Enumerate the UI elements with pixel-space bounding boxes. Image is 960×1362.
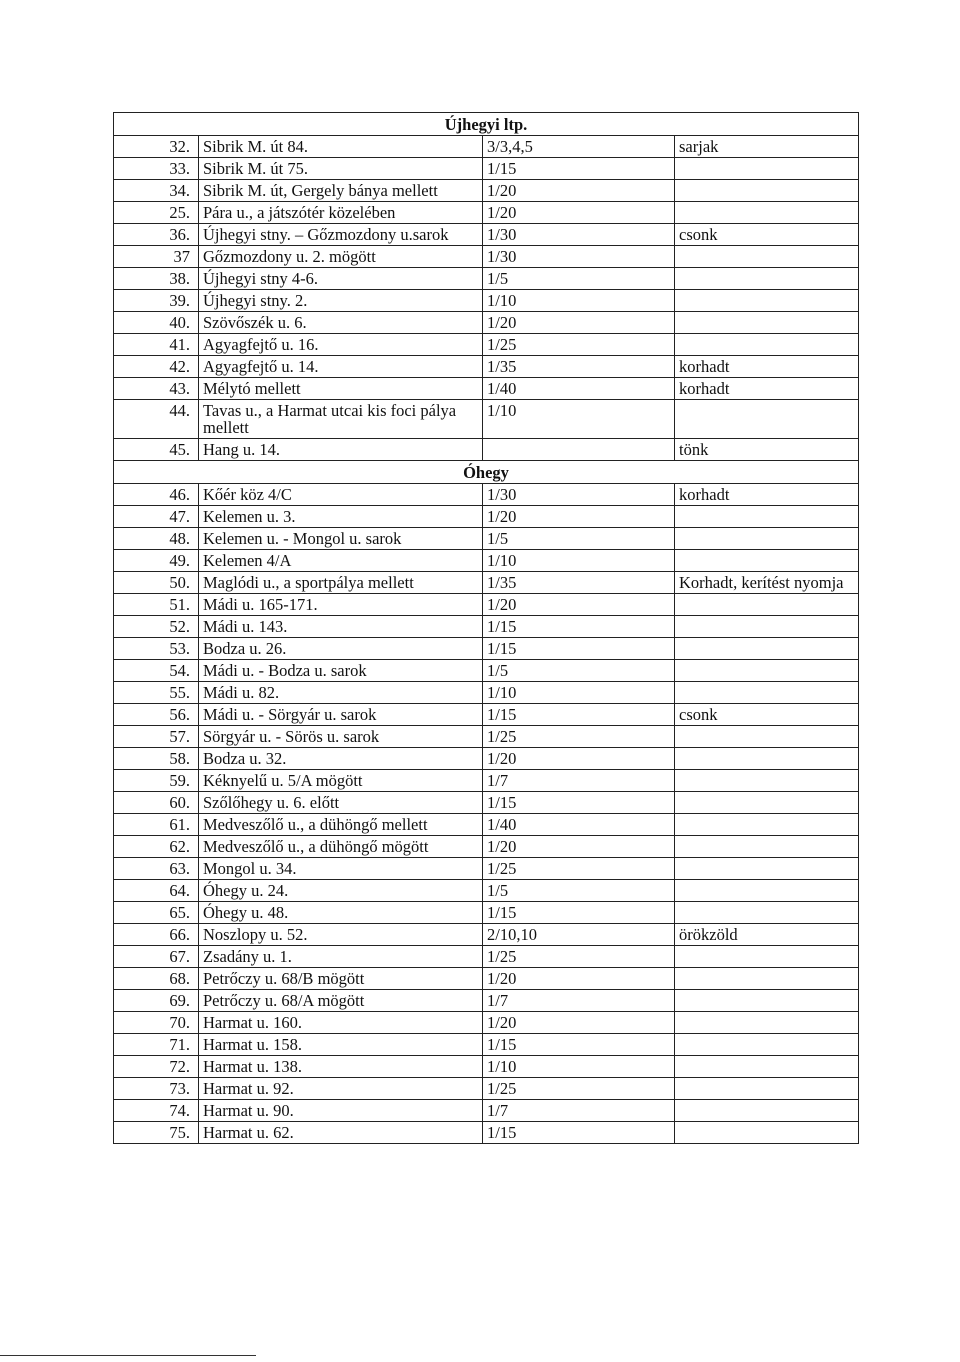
section-title: Óhegy	[114, 461, 859, 484]
quantity-cell: 1/30	[483, 246, 675, 268]
scan-edge-line	[0, 1355, 256, 1356]
table-row	[114, 136, 859, 158]
row-number-cell: 72.	[114, 1056, 199, 1078]
quantity-cell: 1/25	[483, 858, 675, 880]
location-cell: Harmat u. 160.	[199, 1012, 483, 1034]
location-cell: Kőér köz 4/C	[199, 484, 483, 506]
table-row	[114, 550, 859, 572]
note-cell	[675, 1078, 859, 1100]
quantity-cell: 1/7	[483, 990, 675, 1012]
row-number-cell: 55.	[114, 682, 199, 704]
note-cell	[675, 1100, 859, 1122]
location-cell: Újhegyi stny 4-6.	[199, 268, 483, 290]
location-cell: Agyagfejtő u. 16.	[199, 334, 483, 356]
note-cell	[675, 506, 859, 528]
location-cell: Hang u. 14.	[199, 439, 483, 461]
table-row	[114, 334, 859, 356]
table-row	[114, 506, 859, 528]
location-cell: Harmat u. 138.	[199, 1056, 483, 1078]
table-row	[114, 968, 859, 990]
note-cell	[675, 682, 859, 704]
location-cell: Sörgyár u. - Sörös u. sarok	[199, 726, 483, 748]
note-cell	[675, 638, 859, 660]
row-number-cell: 53.	[114, 638, 199, 660]
note-cell	[675, 528, 859, 550]
row-number-cell: 39.	[114, 290, 199, 312]
quantity-cell	[483, 439, 675, 461]
table-row	[114, 1100, 859, 1122]
note-cell	[675, 902, 859, 924]
location-cell: Medveszőlő u., a dühöngő mögött	[199, 836, 483, 858]
note-cell	[675, 990, 859, 1012]
note-cell	[675, 792, 859, 814]
row-number-cell: 52.	[114, 616, 199, 638]
note-cell: korhadt	[675, 378, 859, 400]
section-header-row	[114, 461, 859, 484]
location-cell: Újhegyi stny. 2.	[199, 290, 483, 312]
quantity-cell: 1/10	[483, 550, 675, 572]
document-table-container	[113, 112, 858, 1144]
row-number-cell: 49.	[114, 550, 199, 572]
quantity-cell: 1/20	[483, 594, 675, 616]
section-header-row	[114, 113, 859, 136]
table-row	[114, 748, 859, 770]
location-cell: Petrőczy u. 68/A mögött	[199, 990, 483, 1012]
row-number-cell: 60.	[114, 792, 199, 814]
row-number-cell: 64.	[114, 880, 199, 902]
note-cell	[675, 748, 859, 770]
row-number-cell: 59.	[114, 770, 199, 792]
quantity-cell: 1/40	[483, 378, 675, 400]
location-cell: Sibrik M. út, Gergely bánya mellett	[199, 180, 483, 202]
row-number-cell: 45.	[114, 439, 199, 461]
location-cell: Pára u., a játszótér közelében	[199, 202, 483, 224]
table-row	[114, 202, 859, 224]
table-row	[114, 792, 859, 814]
note-cell: csonk	[675, 224, 859, 246]
location-cell: Bodza u. 32.	[199, 748, 483, 770]
row-number-cell: 54.	[114, 660, 199, 682]
row-number-cell: 62.	[114, 836, 199, 858]
note-cell	[675, 616, 859, 638]
note-cell	[675, 968, 859, 990]
row-number-cell: 42.	[114, 356, 199, 378]
quantity-cell: 1/15	[483, 1122, 675, 1144]
location-cell: Mongol u. 34.	[199, 858, 483, 880]
location-cell: Sibrik M. út 84.	[199, 136, 483, 158]
location-cell: Gőzmozdony u. 2. mögött	[199, 246, 483, 268]
location-cell: Maglódi u., a sportpálya mellett	[199, 572, 483, 594]
row-number-cell: 46.	[114, 484, 199, 506]
row-number-cell: 48.	[114, 528, 199, 550]
table-row	[114, 528, 859, 550]
table-row	[114, 224, 859, 246]
table-row	[114, 704, 859, 726]
location-cell: Mádi u. - Sörgyár u. sarok	[199, 704, 483, 726]
location-cell: Harmat u. 62.	[199, 1122, 483, 1144]
quantity-cell: 1/35	[483, 572, 675, 594]
table-row	[114, 1056, 859, 1078]
note-cell: örökzöld	[675, 924, 859, 946]
quantity-cell: 1/15	[483, 638, 675, 660]
location-cell: Harmat u. 92.	[199, 1078, 483, 1100]
row-number-cell: 33.	[114, 158, 199, 180]
note-cell	[675, 246, 859, 268]
quantity-cell: 1/15	[483, 616, 675, 638]
note-cell	[675, 1056, 859, 1078]
row-number-cell: 70.	[114, 1012, 199, 1034]
table-row	[114, 1012, 859, 1034]
note-cell	[675, 946, 859, 968]
table-row	[114, 836, 859, 858]
table-row	[114, 814, 859, 836]
row-number-cell: 69.	[114, 990, 199, 1012]
table-row	[114, 594, 859, 616]
row-number-cell: 57.	[114, 726, 199, 748]
location-cell: Bodza u. 26.	[199, 638, 483, 660]
row-number-cell: 37	[114, 246, 199, 268]
note-cell	[675, 594, 859, 616]
row-number-cell: 68.	[114, 968, 199, 990]
quantity-cell: 1/25	[483, 946, 675, 968]
table-row	[114, 946, 859, 968]
row-number-cell: 63.	[114, 858, 199, 880]
location-cell: Sibrik M. út 75.	[199, 158, 483, 180]
quantity-cell: 1/5	[483, 880, 675, 902]
note-cell	[675, 550, 859, 572]
tree-inventory-table	[113, 112, 859, 1144]
table-row	[114, 726, 859, 748]
location-cell: Mádi u. - Bodza u. sarok	[199, 660, 483, 682]
location-cell: Kelemen 4/A	[199, 550, 483, 572]
row-number-cell: 67.	[114, 946, 199, 968]
location-cell: Petrőczy u. 68/B mögött	[199, 968, 483, 990]
note-cell	[675, 836, 859, 858]
note-cell	[675, 726, 859, 748]
location-cell: Óhegy u. 24.	[199, 880, 483, 902]
quantity-cell: 1/7	[483, 770, 675, 792]
row-number-cell: 34.	[114, 180, 199, 202]
location-cell: Óhegy u. 48.	[199, 902, 483, 924]
quantity-cell: 1/25	[483, 1078, 675, 1100]
location-cell: Harmat u. 158.	[199, 1034, 483, 1056]
note-cell	[675, 1012, 859, 1034]
quantity-cell: 1/15	[483, 1034, 675, 1056]
table-row	[114, 1122, 859, 1144]
note-cell	[675, 1122, 859, 1144]
location-cell: Újhegyi stny. – Gőzmozdony u.sarok	[199, 224, 483, 246]
row-number-cell: 58.	[114, 748, 199, 770]
quantity-cell: 1/10	[483, 400, 675, 439]
row-number-cell: 25.	[114, 202, 199, 224]
row-number-cell: 40.	[114, 312, 199, 334]
quantity-cell: 1/20	[483, 968, 675, 990]
table-row	[114, 990, 859, 1012]
location-cell: Medveszőlő u., a dühöngő mellett	[199, 814, 483, 836]
note-cell	[675, 1034, 859, 1056]
row-number-cell: 61.	[114, 814, 199, 836]
row-number-cell: 75.	[114, 1122, 199, 1144]
quantity-cell: 1/20	[483, 1012, 675, 1034]
row-number-cell: 38.	[114, 268, 199, 290]
location-cell: Kelemen u. 3.	[199, 506, 483, 528]
table-row	[114, 1034, 859, 1056]
table-row	[114, 439, 859, 461]
table-row	[114, 400, 859, 439]
location-cell: Noszlopy u. 52.	[199, 924, 483, 946]
location-cell: Harmat u. 90.	[199, 1100, 483, 1122]
location-cell: Mádi u. 165-171.	[199, 594, 483, 616]
quantity-cell: 1/5	[483, 268, 675, 290]
quantity-cell: 1/10	[483, 682, 675, 704]
quantity-cell: 1/5	[483, 528, 675, 550]
location-cell: Agyagfejtő u. 14.	[199, 356, 483, 378]
quantity-cell: 1/15	[483, 902, 675, 924]
note-cell	[675, 290, 859, 312]
table-row	[114, 484, 859, 506]
note-cell	[675, 202, 859, 224]
note-cell	[675, 814, 859, 836]
quantity-cell: 1/35	[483, 356, 675, 378]
row-number-cell: 50.	[114, 572, 199, 594]
quantity-cell: 1/30	[483, 224, 675, 246]
table-row	[114, 924, 859, 946]
note-cell	[675, 770, 859, 792]
row-number-cell: 65.	[114, 902, 199, 924]
location-cell: Zsadány u. 1.	[199, 946, 483, 968]
table-row	[114, 378, 859, 400]
location-cell: Tavas u., a Harmat utcai kis foci pálya mellett	[199, 400, 483, 439]
table-row	[114, 158, 859, 180]
quantity-cell: 1/20	[483, 312, 675, 334]
quantity-cell: 1/20	[483, 748, 675, 770]
table-row	[114, 572, 859, 594]
row-number-cell: 71.	[114, 1034, 199, 1056]
note-cell: sarjak	[675, 136, 859, 158]
quantity-cell: 1/10	[483, 1056, 675, 1078]
note-cell	[675, 400, 859, 439]
table-row	[114, 616, 859, 638]
row-number-cell: 73.	[114, 1078, 199, 1100]
table-row	[114, 268, 859, 290]
note-cell: tönk	[675, 439, 859, 461]
quantity-cell: 2/10,10	[483, 924, 675, 946]
quantity-cell: 1/20	[483, 836, 675, 858]
table-row	[114, 660, 859, 682]
quantity-cell: 1/20	[483, 506, 675, 528]
row-number-cell: 41.	[114, 334, 199, 356]
row-number-cell: 66.	[114, 924, 199, 946]
row-number-cell: 51.	[114, 594, 199, 616]
table-row	[114, 356, 859, 378]
quantity-cell: 1/20	[483, 202, 675, 224]
location-cell: Kelemen u. - Mongol u. sarok	[199, 528, 483, 550]
quantity-cell: 3/3,4,5	[483, 136, 675, 158]
quantity-cell: 1/40	[483, 814, 675, 836]
row-number-cell: 44.	[114, 400, 199, 439]
row-number-cell: 43.	[114, 378, 199, 400]
section-title: Újhegyi ltp.	[114, 113, 859, 136]
table-row	[114, 290, 859, 312]
location-cell: Kéknyelű u. 5/A mögött	[199, 770, 483, 792]
table-row	[114, 638, 859, 660]
quantity-cell: 1/15	[483, 158, 675, 180]
quantity-cell: 1/30	[483, 484, 675, 506]
table-row	[114, 1078, 859, 1100]
note-cell: korhadt	[675, 484, 859, 506]
row-number-cell: 36.	[114, 224, 199, 246]
row-number-cell: 74.	[114, 1100, 199, 1122]
location-cell: Szőlőhegy u. 6. előtt	[199, 792, 483, 814]
table-row	[114, 312, 859, 334]
row-number-cell: 32.	[114, 136, 199, 158]
note-cell	[675, 312, 859, 334]
table-row	[114, 180, 859, 202]
quantity-cell: 1/15	[483, 792, 675, 814]
table-row	[114, 858, 859, 880]
row-number-cell: 56.	[114, 704, 199, 726]
note-cell	[675, 268, 859, 290]
quantity-cell: 1/5	[483, 660, 675, 682]
table-row	[114, 880, 859, 902]
quantity-cell: 1/15	[483, 704, 675, 726]
note-cell: korhadt	[675, 356, 859, 378]
quantity-cell: 1/25	[483, 334, 675, 356]
table-row	[114, 246, 859, 268]
quantity-cell: 1/7	[483, 1100, 675, 1122]
note-cell	[675, 858, 859, 880]
location-cell: Mádi u. 82.	[199, 682, 483, 704]
table-row	[114, 682, 859, 704]
note-cell	[675, 880, 859, 902]
location-cell: Mélytó mellett	[199, 378, 483, 400]
quantity-cell: 1/20	[483, 180, 675, 202]
location-cell: Szövőszék u. 6.	[199, 312, 483, 334]
row-number-cell: 47.	[114, 506, 199, 528]
note-cell: Korhadt, kerítést nyomja	[675, 572, 859, 594]
table-row	[114, 770, 859, 792]
note-cell: csonk	[675, 704, 859, 726]
note-cell	[675, 158, 859, 180]
quantity-cell: 1/10	[483, 290, 675, 312]
note-cell	[675, 180, 859, 202]
table-row	[114, 902, 859, 924]
table-body	[114, 113, 859, 1144]
quantity-cell: 1/25	[483, 726, 675, 748]
note-cell	[675, 660, 859, 682]
location-cell: Mádi u. 143.	[199, 616, 483, 638]
note-cell	[675, 334, 859, 356]
